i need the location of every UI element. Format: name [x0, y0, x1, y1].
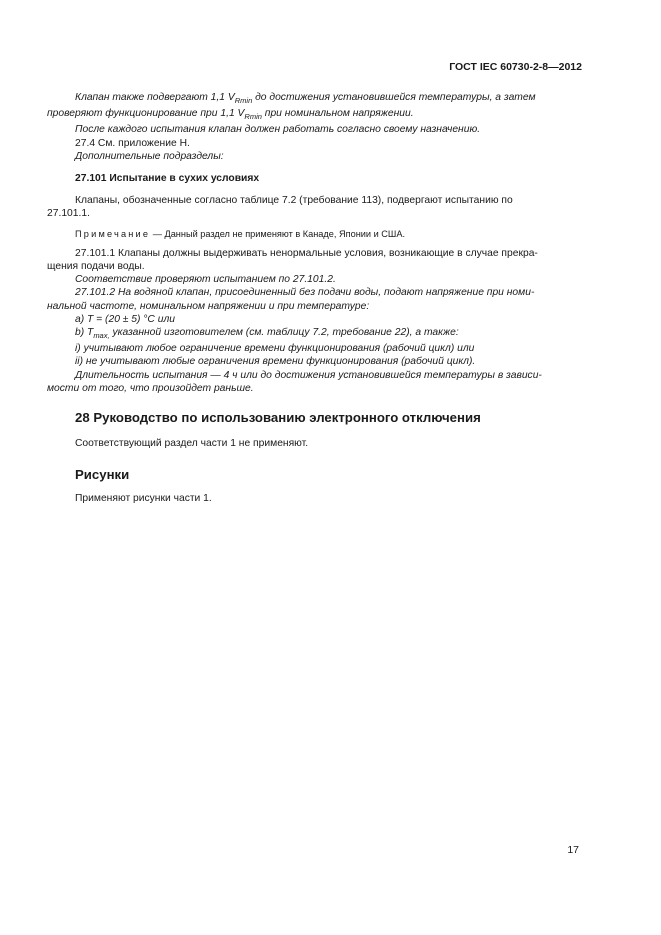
paragraph-valve-test-cont — [47, 107, 582, 123]
note — [75, 228, 582, 241]
paragraph-test-duration-cont: мости от того, что произойдет раньше. — [47, 382, 254, 394]
paragraph-27-101-1: 27.101.1 Клапаны должны выдерживать ненормальные условия, возникающие в случае прекра- — [75, 247, 538, 259]
document-code-header: ГОСТ IEC 60730-2-8—2012 — [449, 61, 582, 73]
paragraph-27-4: 27.4 См. приложение Н. — [75, 137, 190, 149]
note-label: Примечание — [75, 228, 151, 239]
page-number: 17 — [567, 844, 579, 856]
paragraph-valves-marked-cont: 27.101.1. — [47, 208, 90, 220]
paragraph-after-test: После каждого испытания клапан должен работать согласно своему назначению. — [75, 124, 481, 136]
subscript-rmin: Rmin — [244, 112, 262, 122]
text-fragment: проверяют функционирование при 1,1 V — [47, 108, 245, 120]
page-content — [47, 91, 582, 505]
paragraph-valve-test — [75, 91, 582, 107]
paragraph-27-101-2: 27.101.2 На водяной клапан, присоединенный без подачи воды, подают напряжение при номи- — [75, 287, 535, 299]
list-item-i: i) учитывают любое ограничение времени функционирования (рабочий цикл) или — [75, 343, 475, 355]
list-item-b — [75, 326, 582, 342]
note-text: — Данный раздел не применяют в Канаде, Японии и США. — [150, 228, 406, 239]
paragraph-test-duration: Длительность испытания — 4 ч или до достижения установившейся температуры в зависи- — [75, 369, 542, 381]
paragraph-valves-marked: Клапаны, обозначенные согласно таблице 7.2 (требование 113), подвергают испытанию по — [75, 195, 513, 207]
heading-figures: Рисунки — [75, 467, 130, 483]
paragraph-section-28: Соответствующий раздел части 1 не применяют. — [75, 438, 309, 450]
paragraph-compliance: Соответствие проверяют испытанием по 27.101.2. — [75, 274, 336, 286]
list-item-ii: ii) не учитывают любые ограничения времени функционирования (рабочий цикл). — [75, 356, 476, 368]
text-fragment: Клапан также подвергают 1,1 V — [75, 92, 235, 103]
paragraph-figures: Применяют рисунки части 1. — [75, 493, 212, 505]
paragraph-additional-subsections: Дополнительные подразделы: — [75, 150, 224, 162]
heading-27-101: 27.101 Испытание в сухих условиях — [75, 173, 260, 185]
text-fragment: b) T — [75, 327, 94, 339]
list-item-a: a) T = (20 ± 5) °С или — [75, 313, 175, 325]
text-fragment: до достижения установившейся температуры, а затем — [252, 92, 536, 103]
heading-section-28: 28 Руководство по использованию электронного отключения — [75, 410, 481, 426]
paragraph-27-101-1-cont: щения подачи воды. — [47, 261, 145, 273]
subscript-rmin: Rmin — [234, 96, 253, 105]
text-fragment: указанной изготовителем (см. таблицу 7.2, требование 22), а также: — [109, 327, 459, 339]
text-fragment: при номинальном напряжении. — [261, 108, 414, 120]
subscript-max: max, — [93, 331, 110, 341]
paragraph-27-101-2-cont: нальной частоте, номинальном напряжении и при температуре: — [47, 300, 370, 312]
